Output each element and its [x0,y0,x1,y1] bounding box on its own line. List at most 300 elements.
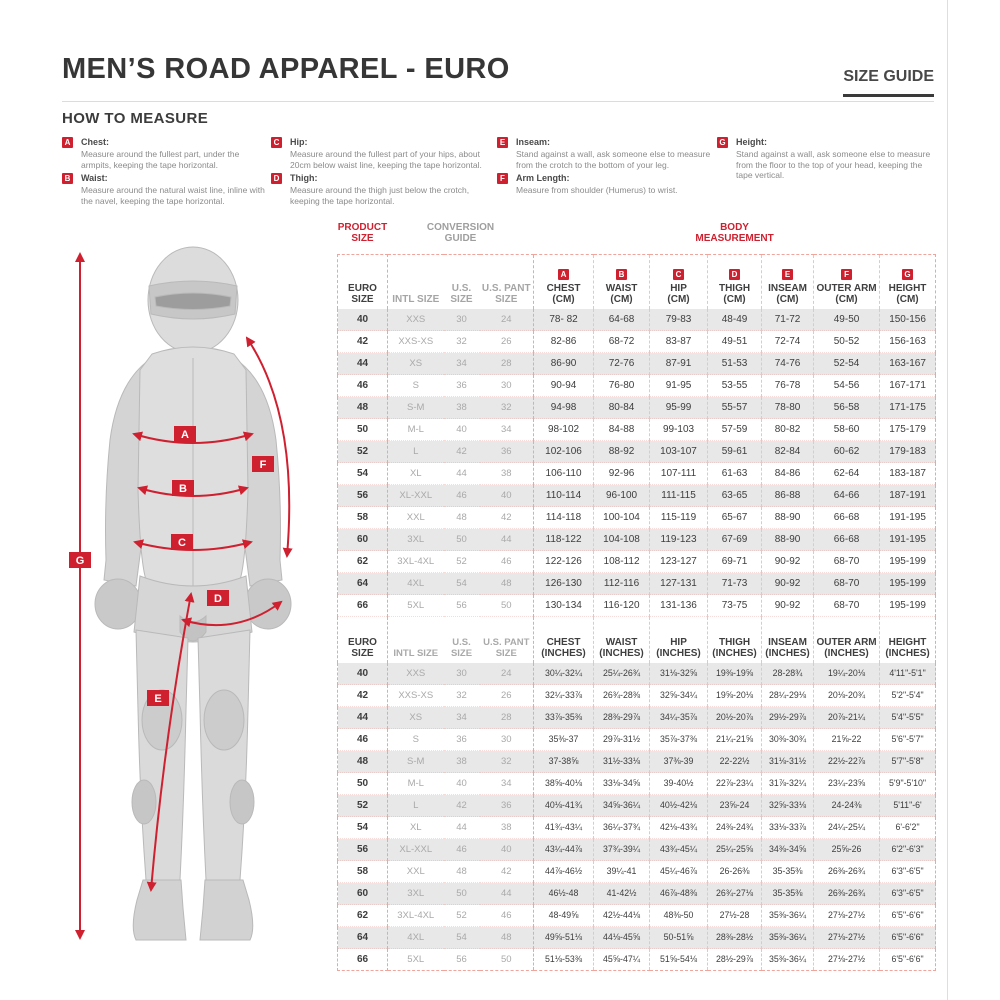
size-cell: 48-49⅝ [534,905,594,927]
col-header-inseam-cm: E INSEAM (CM) [762,255,814,310]
figure-label-g [69,552,91,568]
size-cell: 40 [444,773,480,795]
size-cell: S-M [388,397,444,419]
col-header-height-inches: HEIGHT (INCHES) [880,617,936,664]
size-cell: XL-XXL [388,839,444,861]
size-cell: 27½-28 [708,905,762,927]
size-cell: 5'7"-5'8" [880,751,936,773]
size-cell: XL-XXL [388,485,444,507]
size-cell: 67-69 [708,529,762,551]
size-row [338,485,936,507]
size-cell: 37⅜-39 [650,751,708,773]
size-cell: 5'6"-5'7" [880,729,936,751]
size-cell: 111-115 [650,485,708,507]
size-cell: 114-118 [534,507,594,529]
size-cell: 66-68 [814,529,880,551]
size-cell: 30 [444,663,480,685]
size-cell: 64-68 [594,309,650,331]
size-cell: 37¾-39¼ [594,839,650,861]
size-cell: 19⅝-20⅛ [708,685,762,707]
size-cell: 195-199 [880,551,936,573]
size-cell: 20⅛-20¾ [814,685,880,707]
col-header-waist-inches: WAIST (INCHES) [594,617,650,664]
size-cell: 54 [444,573,480,595]
size-cell: 50 [480,949,534,971]
size-cell: XS [388,353,444,375]
col-header-us-size: U.S. SIZE [444,255,480,310]
size-cell: 40 [480,485,534,507]
size-cell: 26 [480,331,534,353]
size-cell: 24 [480,663,534,685]
size-cell: 35-35⅜ [762,861,814,883]
size-cell: 131-136 [650,595,708,617]
size-cell: 88-92 [594,441,650,463]
size-cell: 38⅝-40⅛ [534,773,594,795]
size-cell: 21¼-21⅝ [708,729,762,751]
col-header-us-pant-size: U.S. PANT SIZE [480,255,534,310]
size-cell: 6'3"-6'5" [880,883,936,905]
size-cell: 103-107 [650,441,708,463]
instruction-column [497,137,711,209]
size-cell: 43¼-44⅞ [534,839,594,861]
size-cell: 28-28¾ [762,663,814,685]
size-cell: 23⅝-24 [708,795,762,817]
measure-instruction-hip [271,137,491,170]
size-cell: 48 [338,397,388,419]
size-cell: 104-108 [594,529,650,551]
measure-instruction-waist [62,173,265,206]
size-cell: M-L [388,773,444,795]
size-cell: 66-68 [814,507,880,529]
size-cell: 76-78 [762,375,814,397]
size-cell: 163-167 [880,353,936,375]
size-cell: 62 [338,905,388,927]
size-cell: 78-80 [762,397,814,419]
letter-badge-e: E [782,269,793,280]
size-cell: 115-119 [650,507,708,529]
size-cell: 90-94 [534,375,594,397]
size-cell: 31⅛-31½ [762,751,814,773]
size-cell: 49⅝-51⅛ [534,927,594,949]
size-cell: 32⅝-33⅛ [762,795,814,817]
size-cell: 35⅜-36¼ [762,927,814,949]
size-cell: 32¼-33⅞ [534,685,594,707]
size-cell: 100-104 [594,507,650,529]
size-cell: 83-87 [650,331,708,353]
size-cell: 41-42½ [594,883,650,905]
instruction-term: Waist: [81,173,108,183]
size-cell: 4XL [388,573,444,595]
size-cell: 36 [444,729,480,751]
size-cell: 28⅜-28½ [708,927,762,949]
size-cell: 42 [480,507,534,529]
size-cell: S [388,729,444,751]
size-cell: 43¾-45¼ [650,839,708,861]
size-cell: 35-35⅜ [762,883,814,905]
how-to-measure-section [62,137,938,209]
size-cell: 46 [338,729,388,751]
size-cell: 40 [338,663,388,685]
size-cell: 36¼-37¾ [594,817,650,839]
instruction-desc: Measure around the fullest part, under the armpits, keeping the tape horizontal. [81,149,240,170]
size-guide-underline [843,94,934,97]
size-cell: 82-86 [534,331,594,353]
size-cell: 50-51⅝ [650,927,708,949]
page-title: MEN’S ROAD APPAREL - EURO [62,53,510,85]
size-row [338,309,936,331]
size-cell: 54 [338,463,388,485]
size-cell: 46 [444,839,480,861]
svg-text:G: G [75,555,85,567]
size-cell: 31⅛-32⅝ [650,663,708,685]
col-header-us-pant-size: U.S. PANT SIZE [483,637,530,659]
col-header-outer-arm-inches: OUTER ARM (INCHES) [814,617,880,664]
size-cell: 53-55 [708,375,762,397]
size-cell: 71-73 [708,573,762,595]
size-cell: 26-26⅜ [708,861,762,883]
size-cell: 30 [480,729,534,751]
instruction-term: Arm Length: [516,173,570,183]
size-cell: 35⅞-37⅜ [650,729,708,751]
size-cell: XL [388,463,444,485]
size-cell: 34¼-35⅞ [650,707,708,729]
size-cell: 5'4"-5'5" [880,707,936,729]
size-cell: 123-127 [650,551,708,573]
size-cell: XS [388,707,444,729]
cm-rows [338,309,936,617]
svg-text:B: B [179,483,187,495]
size-row [338,905,936,927]
col-header-height-cm: G HEIGHT (CM) [880,255,936,310]
size-cell: 26 [480,685,534,707]
size-cell: 3XL-4XL [388,905,444,927]
size-cell: 92-96 [594,463,650,485]
size-cell: 58 [338,507,388,529]
size-cell: 78- 82 [534,309,594,331]
size-cell: 50 [338,773,388,795]
size-cell: 150-156 [880,309,936,331]
size-cell: 179-183 [880,441,936,463]
col-header-inseam-inches: INSEAM (INCHES) [762,617,814,664]
size-cell: 5'9"-5'10" [880,773,936,795]
size-cell: 26¾-27⅛ [708,883,762,905]
page-edge-line [947,0,948,1000]
size-cell: 59-61 [708,441,762,463]
size-row [338,419,936,441]
size-row [338,685,936,707]
size-cell: L [388,795,444,817]
size-cell: 6'5"-6'6" [880,927,936,949]
size-cell: 51⅛-53⅜ [534,949,594,971]
letter-badge-d: D [271,173,282,184]
size-cell: 5'11"-6' [880,795,936,817]
size-cell: S-M [388,751,444,773]
size-cell: 52-54 [814,353,880,375]
size-cell: 5'2"-5'4" [880,685,936,707]
size-cell: 60 [338,883,388,905]
size-cell: 94-98 [534,397,594,419]
size-cell: 171-175 [880,397,936,419]
size-cell: 32 [444,685,480,707]
size-cell: 30¼-32¼ [534,663,594,685]
instruction-term: Chest: [81,137,110,147]
size-cell: 56 [444,949,480,971]
size-cell: 187-191 [880,485,936,507]
size-cell: 34 [444,353,480,375]
size-row [338,729,936,751]
instruction-term: Hip: [290,137,308,147]
size-cell: 68-70 [814,595,880,617]
instruction-term: Thigh: [290,173,318,183]
svg-text:E: E [154,693,162,705]
size-cell: 86-90 [534,353,594,375]
size-cell: 20⅞-21¼ [814,707,880,729]
size-cell: 41¾-43¼ [534,817,594,839]
size-cell: 84-86 [762,463,814,485]
size-row [338,707,936,729]
inch-header-row [338,617,936,664]
size-cell: 49-51 [708,331,762,353]
size-cell: 107-111 [650,463,708,485]
size-row [338,463,936,485]
size-cell: 44 [338,353,388,375]
size-row [338,773,936,795]
instruction-column [62,137,265,209]
col-header-chest-cm: A CHEST (CM) [534,255,594,310]
letter-badge-b: B [62,173,73,184]
size-cell: 72-76 [594,353,650,375]
size-cell: 42⅛-43¾ [650,817,708,839]
size-cell: 31⅞-32¼ [762,773,814,795]
size-cell: 48⅜-50 [650,905,708,927]
size-row [338,441,936,463]
size-cell: 26⅜-26¾ [814,883,880,905]
size-cell: 3XL [388,883,444,905]
instruction-desc: Measure around the natural waist line, inline with the navel, keeping the tape horizontal. [81,185,265,206]
size-row [338,573,936,595]
instruction-desc: Measure from shoulder (Humerus) to wrist. [516,185,678,195]
size-row [338,663,936,685]
col-header-euro-size: EURO SIZE [338,255,388,310]
size-cell: 68-70 [814,551,880,573]
letter-badge-g: G [717,137,728,148]
svg-text:D: D [214,593,222,605]
size-cell: 35⅜-36¼ [762,949,814,971]
size-cell: 26¾-28⅜ [594,685,650,707]
col-header-intl-size: INTL SIZE [393,648,439,659]
size-cell: 30 [480,375,534,397]
size-cell: 32⅝-34¼ [650,685,708,707]
figure-label-f [252,456,274,472]
size-cell: 88-90 [762,507,814,529]
size-cell: 99-103 [650,419,708,441]
size-cell: 36 [480,441,534,463]
size-cell: 54 [444,927,480,949]
size-cell: 191-195 [880,507,936,529]
size-cell: 64-66 [814,485,880,507]
size-cell: 28⅜-29⅞ [594,707,650,729]
size-cell: 25¼-25⅝ [708,839,762,861]
size-cell: 39¼-41 [594,861,650,883]
instruction-desc: Stand against a wall, ask someone else to measure from the crotch to the bottom of your leg. [516,149,711,170]
inch-header [338,617,936,664]
size-cell: 167-171 [880,375,936,397]
size-cell: 80-82 [762,419,814,441]
size-cell: 110-114 [534,485,594,507]
how-to-measure-title: HOW TO MEASURE [62,110,209,127]
size-cell: 52 [338,441,388,463]
figure-label-b [172,480,194,496]
size-cell: 6'2"-6'3" [880,839,936,861]
size-cell: 46 [444,485,480,507]
figure-svg [40,240,340,952]
size-cell: 46 [480,551,534,573]
size-cell: 35⅜-37 [534,729,594,751]
size-cell: 25¼-26¾ [594,663,650,685]
size-cell: 42 [338,685,388,707]
size-cell: 87-91 [650,353,708,375]
size-cell: 48 [480,573,534,595]
size-cell: 38 [444,397,480,419]
size-cell: 22⅞-23¼ [708,773,762,795]
size-cell: 22½-22⅞ [814,751,880,773]
size-cell: 63-65 [708,485,762,507]
conversion-guide-group-header: CONVERSION GUIDE [426,222,495,244]
size-cell: XXL [388,861,444,883]
size-cell: 5XL [388,595,444,617]
figure-label-a [174,426,196,442]
letter-badge-a: A [558,269,569,280]
size-cell: 24¼-25¼ [814,817,880,839]
size-cell: 28 [480,353,534,375]
svg-text:A: A [181,429,189,441]
size-cell: 54-56 [814,375,880,397]
size-cell: 40 [480,839,534,861]
size-cell: 51⅝-54⅛ [650,949,708,971]
size-cell: 42 [338,331,388,353]
size-cell: 44 [338,707,388,729]
size-cell: 21⅝-22 [814,729,880,751]
size-cell: 58-60 [814,419,880,441]
size-cell: 42 [444,441,480,463]
size-cell: 50-52 [814,331,880,353]
size-cell: 38 [480,463,534,485]
size-row [338,839,936,861]
col-header-chest-inches: CHEST (INCHES) [534,617,594,664]
size-cell: 6'5"-6'6" [880,905,936,927]
size-cell: 4XL [388,927,444,949]
instruction-term: Inseam: [516,137,551,147]
size-cell: 118-122 [534,529,594,551]
size-cell: 33⅛-33⅞ [762,817,814,839]
size-cell: 36 [480,795,534,817]
instruction-desc: Measure around the fullest part of your hips, about 20cm below waist line, keeping the tape horizontal. [290,149,482,170]
size-cell: 24⅜-24¾ [708,817,762,839]
letter-badge-g: G [902,269,913,280]
product-size-group-header: PRODUCT SIZE [337,222,388,244]
size-row [338,331,936,353]
size-cell: 39-40½ [650,773,708,795]
size-cell: 57-59 [708,419,762,441]
measurement-figure [40,240,340,952]
size-cell: 6'-6'2" [880,817,936,839]
size-cell: XL [388,817,444,839]
size-cell: 45⅝-47¼ [594,949,650,971]
size-cell: 37-38⅝ [534,751,594,773]
size-cell: 50 [480,595,534,617]
col-header-hip-inches: HIP (INCHES) [650,617,708,664]
size-cell: 61-63 [708,463,762,485]
size-cell: 52 [444,905,480,927]
size-cell: 33⅛-34⅝ [594,773,650,795]
size-cell: 48 [338,751,388,773]
size-cell: 32 [480,751,534,773]
size-cell: 36 [444,375,480,397]
size-cell: 102-106 [534,441,594,463]
size-cell: 96-100 [594,485,650,507]
instruction-desc: Stand against a wall, ask someone else to measure from the floor to the top of your head, keeping the tape vertical. [736,149,931,180]
size-cell: 175-179 [880,419,936,441]
size-cell: 74-76 [762,353,814,375]
size-row [338,861,936,883]
size-cell: XXS-XS [388,685,444,707]
size-cell: 46 [338,375,388,397]
size-cell: 127-131 [650,573,708,595]
size-row [338,529,936,551]
size-cell: 91-95 [650,375,708,397]
size-cell: XXL [388,507,444,529]
size-cell: 19¼-20⅛ [814,663,880,685]
size-cell: 126-130 [534,573,594,595]
size-cell: 30 [444,309,480,331]
size-cell: 25⅝-26 [814,839,880,861]
size-row [338,883,936,905]
instruction-column [717,137,938,209]
size-cell: 122-126 [534,551,594,573]
size-cell: 52 [444,551,480,573]
size-cell: 31½-33⅛ [594,751,650,773]
size-cell: 27⅛-27½ [814,949,880,971]
instruction-term: Height: [736,137,767,147]
size-cell: 44 [480,529,534,551]
size-row [338,795,936,817]
size-cell: 56 [338,485,388,507]
size-cell: S [388,375,444,397]
size-cell: 69-71 [708,551,762,573]
size-cell: 48 [444,861,480,883]
size-cell: 34 [480,773,534,795]
size-cell: 29⅞-31½ [594,729,650,751]
size-row [338,507,936,529]
size-cell: XXS-XS [388,331,444,353]
size-cell: 44 [480,883,534,905]
inch-rows [338,663,936,971]
size-cell: 52 [338,795,388,817]
size-cell: 27⅛-27½ [814,905,880,927]
size-cell: 45¼-46⅞ [650,861,708,883]
size-cell: 90-92 [762,551,814,573]
size-cell: 34⅜-34⅝ [762,839,814,861]
size-cell: 51-53 [708,353,762,375]
size-cell: 80-84 [594,397,650,419]
col-header-waist-cm: B WAIST (CM) [594,255,650,310]
size-guide-tab[interactable] [843,68,934,97]
size-cell: 6'3"-6'5" [880,861,936,883]
size-cell: 42 [444,795,480,817]
size-cell: 40⅛-41¾ [534,795,594,817]
size-cell: 60 [338,529,388,551]
col-header-thigh-cm: D THIGH (CM) [708,255,762,310]
